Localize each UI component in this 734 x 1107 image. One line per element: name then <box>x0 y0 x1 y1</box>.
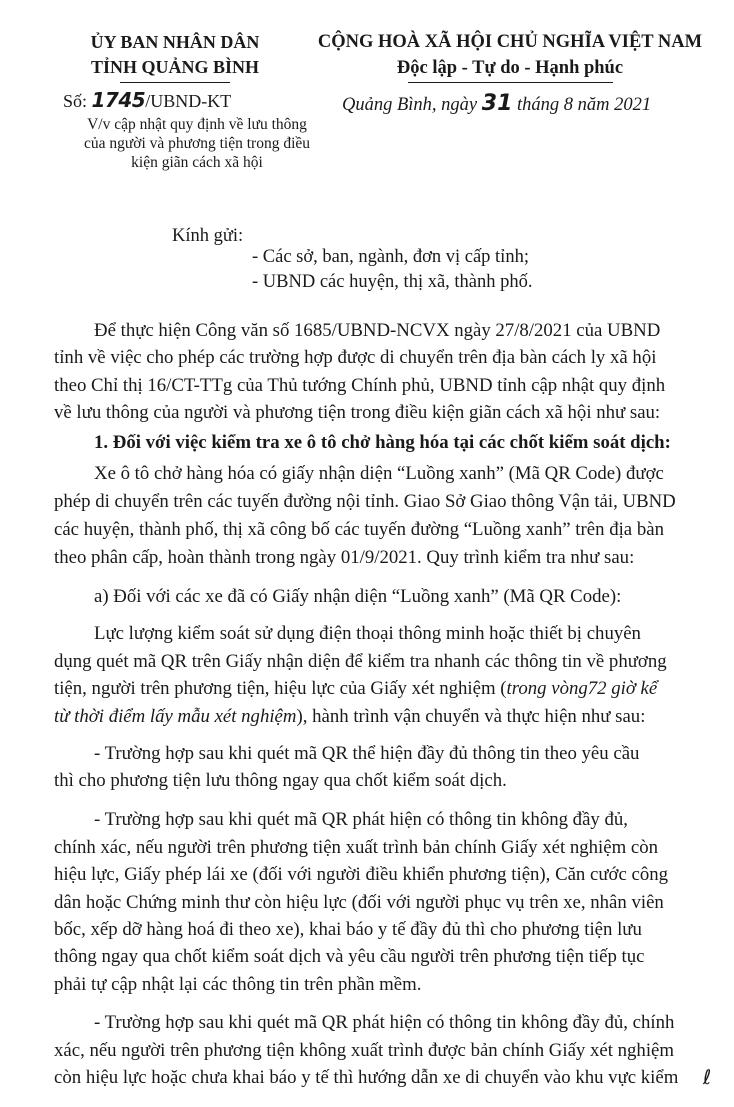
body-line <box>54 706 645 728</box>
body-line: còn hiệu lực hoặc chưa khai báo y tế thì hướng dẫn xe di chuyển vào khu vực kiểm <box>54 1067 679 1088</box>
doc-number-suffix: /UBND-KT <box>145 91 232 111</box>
national-header <box>300 30 720 83</box>
issuer-block <box>60 30 290 83</box>
document-number <box>63 88 231 112</box>
issuer-line-1: ỦY BAN NHÂN DÂN <box>90 32 260 52</box>
nation-title: CỘNG HOÀ XÃ HỘI CHỦ NGHĨA VIỆT NAM <box>317 32 703 52</box>
motto-underline <box>408 82 613 83</box>
issuer-line-2: TỈNH QUẢNG BÌNH <box>90 57 260 77</box>
recipients-label: Kính gửi: <box>172 226 244 246</box>
nation-motto: Độc lập - Tự do - Hạnh phúc <box>396 58 624 78</box>
issue-date <box>342 91 651 116</box>
italic-note: từ thời điểm lấy mẫu xét nghiệm <box>54 706 297 727</box>
date-suffix: tháng 8 năm 2021 <box>517 95 652 115</box>
body-line: Để thực hiện Công văn số 1685/UBND-NCVX ngày 27/8/2021 của UBND <box>94 320 661 341</box>
body-text: tiện, người trên phương tiện, hiệu lực của Giấy xét nghiệm ( <box>54 678 507 699</box>
body-line: bốc, xếp dỡ hàng hoá đi theo xe), khai báo y tế đầy đủ thì cho phương tiện lưu <box>54 919 642 940</box>
subject-line: V/v cập nhật quy định về lưu thông <box>87 116 307 133</box>
body-line: dụng quét mã QR trên Giấy nhận diện để kiểm tra nhanh các thông tin về phương <box>54 651 667 672</box>
date-prefix: Quảng Bình, ngày <box>342 95 478 115</box>
body-line: theo Chỉ thị 16/CT-TTg của Thủ tướng Chính phủ, UBND tỉnh cập nhật quy định <box>54 375 666 396</box>
body-line: về lưu thông của người và phương tiện trong điều kiện giãn cách xã hội như sau: <box>54 402 661 423</box>
body-line <box>54 678 657 700</box>
item-a-heading: a) Đối với các xe đã có Giấy nhận diện “Luồng xanh” (Mã QR Code): <box>94 586 622 607</box>
issuer-underline <box>120 82 230 83</box>
italic-note: trong vòng72 giờ kể <box>506 678 658 699</box>
body-line: phải tự cập nhật lại các thông tin trên phần mềm. <box>54 974 422 995</box>
body-line: - Trường hợp sau khi quét mã QR phát hiện có thông tin không đầy đủ, <box>94 809 628 830</box>
subject-line: kiện giãn cách xã hội <box>131 154 263 171</box>
doc-number-prefix: Số: <box>63 91 88 111</box>
body-line: hiệu lực, Giấy phép lái xe (đối với người điều khiển phương tiện), Căn cước công <box>54 864 669 885</box>
recipient-item: - UBND các huyện, thị xã, thành phố. <box>252 272 533 292</box>
body-line: thông ngay qua chốt kiểm soát dịch và yêu cầu người trên phương tiện tiếp tục <box>54 946 645 967</box>
body-line: xác, nếu người trên phương tiện không xuất trình được bản chính Giấy xét nghiệm <box>54 1040 674 1061</box>
body-line: - Trường hợp sau khi quét mã QR thể hiện đầy đủ thông tin theo yêu cầu <box>94 743 640 764</box>
subject-line: của người và phương tiện trong điều <box>83 135 311 152</box>
subject-summary <box>52 115 342 172</box>
body-line: phép di chuyển trên các tuyến đường nội tỉnh. Giao Sở Giao thông Vận tải, UBND <box>54 491 676 512</box>
body-line: theo phân cấp, hoàn thành trong ngày 01/9/2021. Quy trình kiểm tra như sau: <box>54 547 635 568</box>
section-heading: 1. Đối với việc kiểm tra xe ô tô chở hàng hóa tại các chốt kiểm soát dịch: <box>94 432 671 453</box>
body-line: Lực lượng kiểm soát sử dụng điện thoại thông minh hoặc thiết bị chuyên <box>94 623 641 644</box>
doc-number-handwritten: 1745 <box>91 88 146 112</box>
body-line: tỉnh về việc cho phép các trường hợp được di chuyển trên địa bàn cách ly xã hội <box>54 347 657 368</box>
body-line: thì cho phương tiện lưu thông ngay qua chốt kiểm soát dịch. <box>54 770 507 791</box>
recipient-item: - Các sở, ban, ngành, đơn vị cấp tỉnh; <box>252 247 529 267</box>
body-line: dân hoặc Chứng minh thư còn hiệu lực (đối với người phục vụ trên xe, nhân viên <box>54 892 664 913</box>
date-day-handwritten: 31 <box>481 91 513 116</box>
body-line: - Trường hợp sau khi quét mã QR phát hiện có thông tin không đầy đủ, chính <box>94 1012 675 1033</box>
body-line: chính xác, nếu người trên phương tiện xuất trình bản chính Giấy xét nghiệm còn <box>54 837 659 858</box>
body-text: ), hành trình vận chuyển và thực hiện như sau: <box>296 706 646 727</box>
body-line: các huyện, thành phố, thị xã công bố các tuyến đường “Luồng xanh” trên địa bàn <box>54 519 664 540</box>
body-line: Xe ô tô chở hàng hóa có giấy nhận diện “Luồng xanh” (Mã QR Code) được <box>94 463 664 484</box>
page-continue-mark: ℓ <box>703 1065 712 1089</box>
